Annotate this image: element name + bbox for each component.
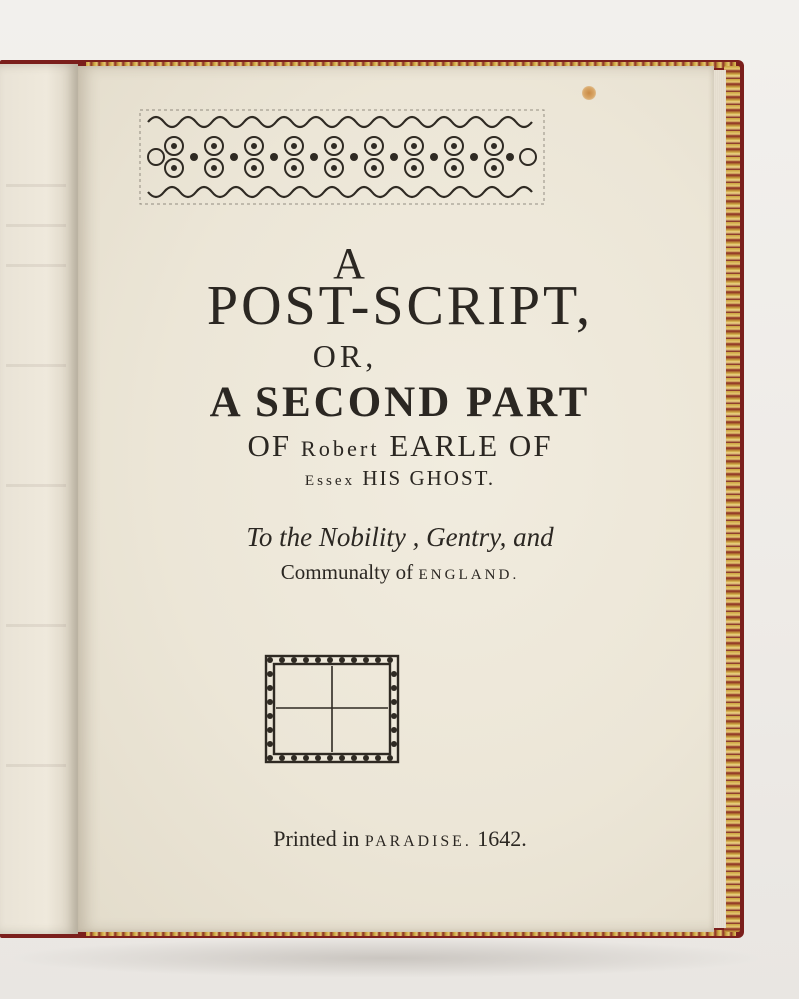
title-his-ghost: HIS GHOST. [362,466,496,490]
title-or: OR, [312,338,378,374]
book-shadow [6,938,766,978]
printers-device-ornament [260,650,404,768]
title-earle-of: EARLE OF [389,428,553,463]
england-text: ENGLAND. [418,567,520,583]
imprint-line [110,826,690,852]
communalty-text: Communalty of [280,560,414,584]
title-postscript: POST-SCRIPT, [206,275,594,337]
dedication-communalty [110,560,690,585]
title-line-a: A [333,239,367,288]
title-second-part: A SECOND PART [209,379,591,426]
imprint-year: 1642. [477,826,527,851]
dedication-line: To the Nobility , Gentry, and [246,522,554,552]
title-of-prefix: OF [247,428,292,463]
left-facing-leaf [0,64,78,934]
page-fore-edge [714,70,726,928]
title-essex: Essex [304,473,356,489]
title-essex-ghost [110,466,690,491]
imprint-place: PARADISE. [364,833,472,850]
gilt-edge-right [724,66,740,932]
title-of-robert-earle [110,428,690,464]
floral-headpiece-ornament [138,108,546,206]
foxing-stain [582,86,596,100]
title-robert: Robert [300,436,380,461]
imprint-prefix: Printed in [273,826,360,851]
